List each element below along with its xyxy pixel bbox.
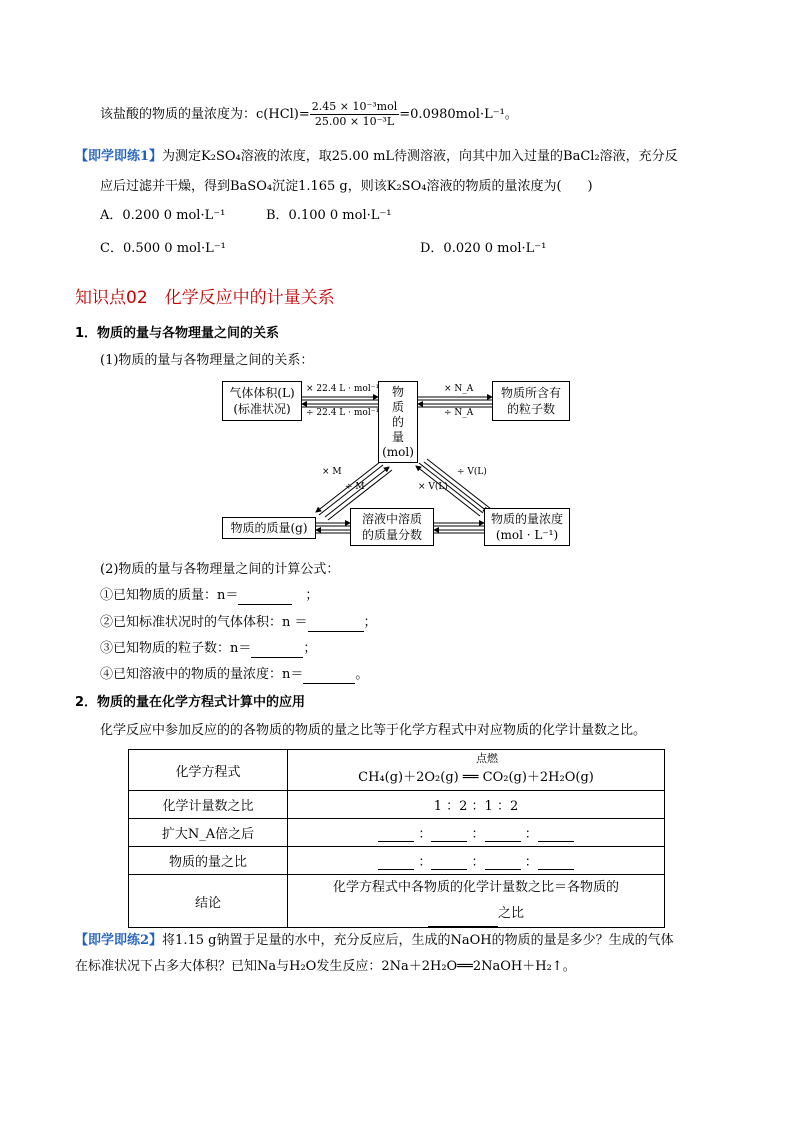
- concentration-box: [484, 508, 570, 546]
- label-div-molar-volume: ÷ 22.4 L · mol⁻¹: [306, 408, 380, 418]
- table-row: [129, 791, 665, 819]
- gas-volume-box: [222, 381, 302, 421]
- formula-gas-end: ；: [363, 615, 377, 630]
- blank-scaled-4[interactable]: [538, 827, 574, 842]
- row-value-mole-ratio: ： ： ：: [288, 847, 665, 875]
- formula-concentration-end: 。: [355, 667, 369, 682]
- fraction-denominator: 25.00 × 10⁻³L: [314, 115, 395, 128]
- part1-sub2: (2)物质的量与各物理量之间的计算公式：: [100, 562, 340, 577]
- amount-of-substance-box: [378, 381, 418, 463]
- option-c: C．0.500 0 mol·L⁻¹: [100, 241, 226, 256]
- label-div-molar-mass: ÷ M: [345, 482, 365, 492]
- row-head-coefficient: 化学计量数之比: [129, 791, 288, 819]
- part1-heading: 1．物质的量与各物理量之间的关系: [75, 326, 280, 341]
- intro-result: =0.0980mol·L⁻¹。: [399, 107, 518, 122]
- blank-ratio-2[interactable]: [431, 855, 467, 870]
- option-a: A．0.200 0 mol·L⁻¹: [100, 208, 226, 223]
- center-char-1: 物: [391, 384, 404, 399]
- formula-particles-label: ③已知物质的粒子数：n＝: [100, 641, 252, 656]
- row-value-scaled: ： ： ：: [288, 819, 665, 847]
- blank-ratio-3[interactable]: [485, 855, 521, 870]
- formula-particles-end: ；: [303, 641, 317, 656]
- option-b: B．0.100 0 mol·L⁻¹: [266, 208, 392, 223]
- conclusion-line1: 化学方程式中各物质的化学计量数之比＝各物质的: [332, 880, 619, 895]
- label-times-molar-volume: × 22.4 L · mol⁻¹: [306, 384, 380, 394]
- practice1-text1: 为测定K₂SO₄溶液的浓度，取25.00 mL待测溶液，向其中加入过量的BaCl₂溶液，充分反: [162, 149, 678, 164]
- fraction-numerator: 2.45 × 10⁻³mol: [311, 100, 398, 113]
- table-row: [129, 847, 665, 875]
- row-value-conclusion: [288, 875, 665, 928]
- center-char-3: 的: [391, 414, 404, 429]
- concentration-unit: (mol · L⁻¹): [495, 528, 559, 542]
- blank-scaled-2[interactable]: [431, 827, 467, 842]
- label-div-avogadro: ÷ N_A: [444, 408, 474, 418]
- particle-count-line1: 物质所含有: [500, 386, 561, 400]
- blank-ratio-1[interactable]: [378, 855, 414, 870]
- intro-prefix: 该盐酸的物质的量浓度为：c(HCl)=: [100, 107, 310, 122]
- row-head-equation: 化学方程式: [129, 750, 288, 791]
- formula-gas: [100, 614, 377, 632]
- practice2-line1: [75, 932, 674, 950]
- formula-concentration: [100, 666, 368, 684]
- part2-heading: 2．物质的量在化学方程式计算中的应用: [75, 695, 306, 710]
- mass-label: 物质的质量(g): [230, 521, 308, 535]
- mass-fraction-line2: 的质量分数: [361, 528, 422, 542]
- table-row: [129, 875, 665, 928]
- section-title: 知识点02 化学反应中的计量关系: [75, 288, 335, 308]
- equation-text: CH₄(g)＋2O₂(g) ══ CO₂(g)＋2H₂O(g): [358, 769, 594, 785]
- part1-sub1: (1)物质的量与各物理量之间的关系：: [100, 353, 314, 368]
- mass-box: [222, 517, 316, 539]
- formula-mass-end: ；: [305, 588, 319, 603]
- reaction-condition: 点燃: [476, 752, 498, 765]
- formula-gas-label: ②已知标准状况时的气体体积：n ＝: [100, 615, 308, 630]
- blank-ratio-4[interactable]: [538, 855, 574, 870]
- answer-blank-mass[interactable]: [238, 590, 292, 605]
- label-times-avogadro: × N_A: [444, 384, 474, 394]
- label-times-molar-mass: × M: [322, 467, 342, 477]
- particle-count-line2: 的粒子数: [506, 402, 555, 416]
- center-char-4: 量: [391, 429, 404, 444]
- table-row: [129, 750, 665, 791]
- answer-blank-concentration[interactable]: [303, 669, 355, 684]
- reaction-table: [128, 749, 665, 928]
- formula-mass-label: ①已知物质的质量：n＝: [100, 588, 239, 603]
- practice1-line2: 应后过滤并干燥，得到BaSO₄沉淀1.165 g，则该K₂SO₄溶液的物质的量浓度为( ): [100, 179, 593, 194]
- row-head-mole-ratio: 物质的量之比: [129, 847, 288, 875]
- practice2-line2: 在标准状况下占多大体积？已知Na与H₂O发生反应：2Na＋2H₂O══2NaOH＋H₂↑。: [75, 959, 576, 974]
- blank-scaled-1[interactable]: [378, 827, 414, 842]
- conclusion-line2: [288, 901, 664, 927]
- formula-concentration-label: ④已知溶液中的物质的量浓度：n＝: [100, 667, 304, 682]
- row-head-conclusion: 结论: [129, 875, 288, 928]
- part2-text: 化学反应中参加反应的的各物质的物质的量之比等于化学方程式中对应物质的化学计量数之比。: [100, 723, 647, 738]
- answer-blank-particles[interactable]: [251, 643, 303, 658]
- mass-fraction-box: [350, 508, 434, 546]
- concentration-line1: 物质的量浓度: [490, 512, 563, 526]
- row-value-equation: [288, 750, 665, 791]
- option-d: D．0.020 0 mol·L⁻¹: [420, 241, 547, 256]
- label-times-volume: × V(L): [418, 482, 448, 492]
- conclusion-tail: 之比: [497, 906, 524, 921]
- particle-count-box: [492, 381, 570, 421]
- answer-blank-gas[interactable]: [308, 617, 364, 632]
- blank-scaled-3[interactable]: [485, 827, 521, 842]
- formula-particles: [100, 640, 316, 658]
- mass-fraction-line1: 溶液中溶质: [361, 512, 422, 526]
- practice2-tag: 【即学即练2】: [75, 933, 163, 948]
- row-value-coefficient: 1 ：2 ：1 ：2: [288, 791, 665, 819]
- formula-mass: [100, 587, 318, 605]
- label-div-volume: ÷ V(L): [457, 467, 487, 477]
- row-head-scaled: 扩大N_A倍之后: [129, 819, 288, 847]
- practice1-tag: 【即学即练1】: [75, 149, 163, 164]
- center-char-2: 质: [391, 399, 404, 414]
- center-unit: (mol): [382, 444, 414, 459]
- gas-volume-label: 气体体积(L): [229, 386, 295, 400]
- gas-volume-condition: (标准状况): [233, 402, 291, 416]
- table-row: [129, 819, 665, 847]
- practice2-text1: 将1.15 g钠置于足量的水中，充分反应后，生成的NaOH的物质的量是多少？生成的气体: [162, 933, 674, 948]
- diagram-arrows: [0, 0, 794, 560]
- blank-conclusion[interactable]: [428, 912, 498, 927]
